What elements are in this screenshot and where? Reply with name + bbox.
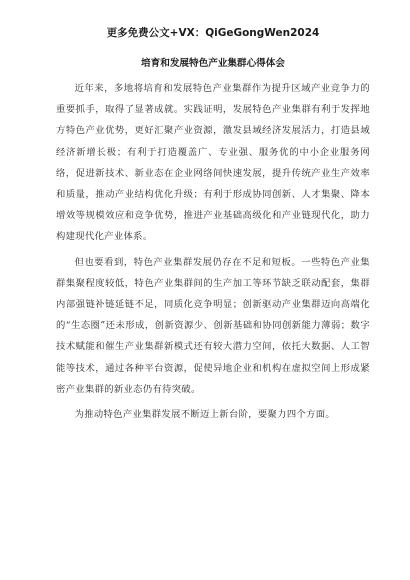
watermark-header: 更多免费公文+VX：QiGeGongWen2024 — [106, 27, 320, 39]
document-title: 培育和发展特色产业集群心得体会 — [141, 58, 285, 69]
paragraph-1: 近年来，多地将培育和发展特色产业集群作为提升区域产业竞争力的重要抓手，取得了显著成就。实践证明，发展特色产业集群有利于发挥地方特色产业优势，更好汇聚产业资源，激发县域经济发展活力，打造县域经济新增长极；有利于打造覆盖广、专业强、服务优的中小企业服务网络，促进新技术、新业态在企业网络间快速发展，提升传统产业生产效率和质量，推动产业结构优化升级；有利于形成协同创新、人才集聚、降本增效等规模效应和竞争优势，推进产业基础高级化和产业链现代化，助力构建现代化产业体系。 — [56, 83, 370, 243]
paragraph-3: 为推动特色产业集群发展不断迈上新台阶，要聚力四个方面。 — [74, 409, 336, 421]
paragraph-2: 但也要看到，特色产业集群发展仍存在不足和短板。一些特色产业集群集聚程度较低，特色产业集群间的生产加工等环节缺乏联动配套，集群内部强链补链延链不足，同质化竞争明显；创新驱动产业集群迈向高端化的“生态圈”还未形成，创新资源少、创新基础和协同创新能力薄弱；数字技术赋能和催生产业集群新模式还有较大潜力空间，依托大数据、人工智能等技术，通过各种平台资源，促使异地企业和机构在虚拟空间上形成紧密产业集群的新业态仍有待突破。 — [56, 256, 370, 395]
document-body — [56, 78, 370, 425]
